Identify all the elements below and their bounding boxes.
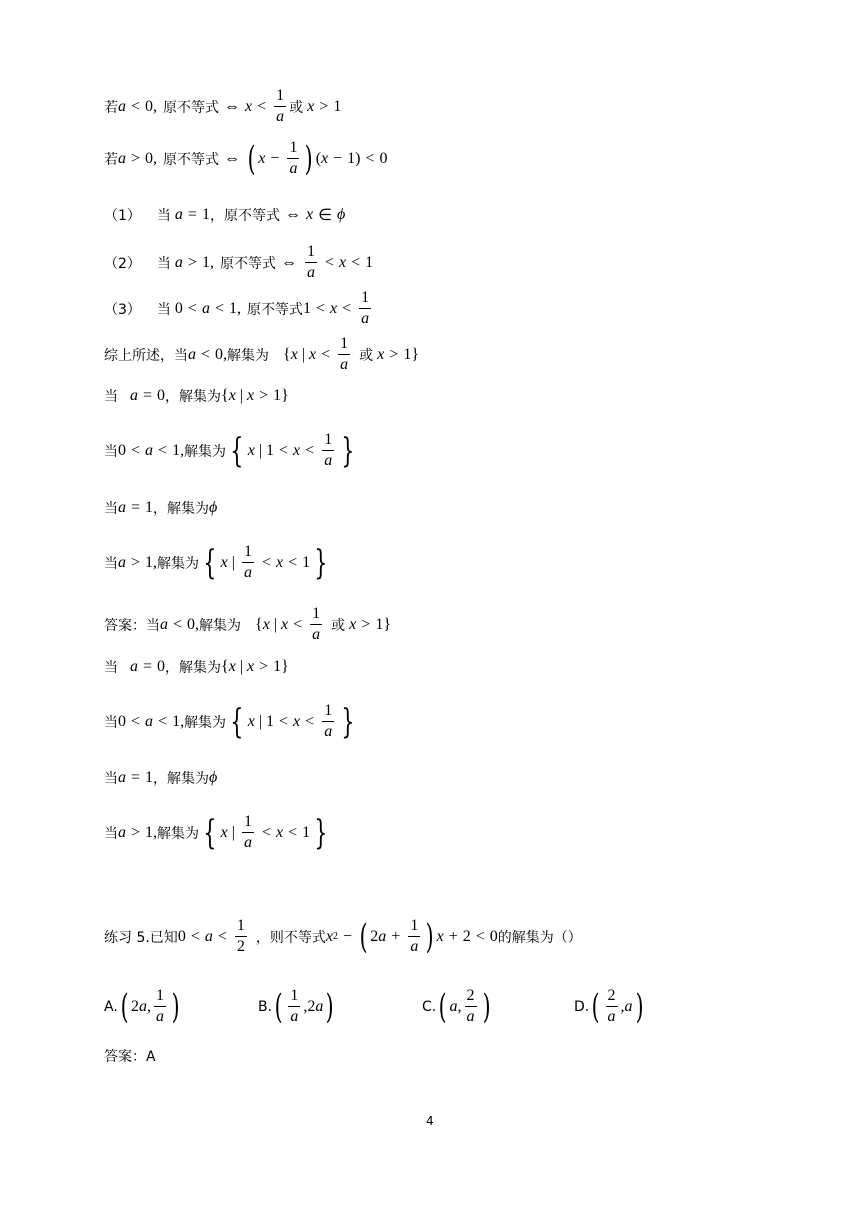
summary-a-negative: 综上所述，当 a < 0, 解集为 { x | x < $\frac{1}{a}$ 或 x > 1} <box>104 335 419 373</box>
text: 解集为 <box>227 347 270 364</box>
exercise-5: 练习 5.已知 0 < a < $\frac{1}{2}$ ，则不等式 x 2 − ( 2 a + $\frac{1}{a}$ ) x + 2 < 0 的解集为（） <box>104 916 582 957</box>
text: 原不等式 <box>163 151 220 168</box>
text: 当 <box>104 825 118 842</box>
answer-a-between: 当 0 < a < 1, 解集为 { x | 1 < x < $\frac{1}{a}$ } <box>104 701 355 742</box>
answer-a-zero: 当 a = 0 ，解集为 { x | x > 1} <box>104 658 289 676</box>
text: 原不等式 <box>246 301 303 318</box>
text: 原不等式 <box>163 99 220 116</box>
text: 当 <box>104 389 118 405</box>
answer-a-negative: 答案：当 a < 0, 解集为 { x | x < $\frac{1}{a}$ 或 x > 1} <box>104 605 391 643</box>
text: 当 <box>104 501 118 517</box>
option-c: C. ( a , $\frac{2}{a}$ ) <box>422 986 491 1027</box>
fraction: $\frac{2}{a}$ <box>607 987 616 1025</box>
fraction: $\frac{1}{2}$ <box>236 917 245 955</box>
fraction: $\frac{1}{a}$ <box>361 289 370 327</box>
text: 答案：当 <box>104 617 160 634</box>
option-b: B. ( $\frac{1}{a}$ , 2 a ) <box>258 986 334 1027</box>
answer-a-one: 当 a = 1 ，解集为 ϕ <box>104 769 218 787</box>
text: 当 <box>104 771 118 787</box>
text: 当 <box>156 255 171 272</box>
item-number: （1） <box>104 208 141 224</box>
fraction: $\frac{1}{a}$ <box>312 605 321 643</box>
text: 或 <box>359 347 374 364</box>
text: ，解集为 <box>165 660 222 676</box>
text: 解集为 <box>199 617 242 634</box>
text: 解集为 <box>157 825 200 842</box>
text: ，则不等式 <box>255 929 326 946</box>
fraction: $\frac{1}{a}$ <box>243 813 252 851</box>
summary-a-zero: 当 a = 0 ，解集为 { x | x > 1} <box>104 387 289 405</box>
text: 当 <box>104 555 118 572</box>
text: 若 <box>104 151 118 168</box>
text: 的解集为（） <box>497 929 582 946</box>
option-label: C. <box>422 998 437 1015</box>
text: 当 <box>104 443 118 460</box>
option-d: D. ( $\frac{2}{a}$ , a ) <box>574 986 644 1027</box>
text: 当 <box>156 208 171 224</box>
text: ，解集为 <box>153 501 210 517</box>
item-number: （3） <box>104 301 141 318</box>
fraction: $\frac{1}{a}$ <box>290 987 299 1025</box>
text: 解集为 <box>157 555 200 572</box>
text: ，解集为 <box>153 771 210 787</box>
option-label: B. <box>258 998 273 1015</box>
text: 当 <box>104 714 118 731</box>
text: 解集为 <box>184 714 227 731</box>
item-number: （2） <box>104 255 141 272</box>
subcase-1: （1） 当 a = 1 ，原不等式 ⇔ x ∈ ϕ <box>104 206 346 224</box>
text: ，原不等式 <box>209 208 280 224</box>
text: 解集为 <box>184 443 227 460</box>
text: ，解集为 <box>165 389 222 405</box>
option-label: D. <box>574 998 590 1015</box>
fraction: $\frac{1}{a}$ <box>324 431 333 469</box>
fraction: $\frac{1}{a}$ <box>289 139 298 177</box>
summary-a-greater: 当 a > 1, 解集为 { x | $\frac{1}{a}$ < x < 1 } <box>104 542 328 583</box>
summary-a-between: 当 0 < a < 1, 解集为 { x | 1 < x < $\frac{1}{a}$ } <box>104 430 355 471</box>
fraction: $\frac{2}{a}$ <box>466 987 475 1025</box>
fraction: $\frac{1}{a}$ <box>410 917 419 955</box>
option-label: A. <box>104 998 118 1015</box>
fraction: $\frac{1}{a}$ <box>340 335 349 373</box>
text: 原不等式 <box>219 255 276 272</box>
summary-a-one: 当 a = 1 ，解集为 ϕ <box>104 499 218 517</box>
answer-text: 答案：A <box>104 1049 156 1065</box>
page-number: 4 <box>426 1114 434 1128</box>
exercise-title: 练习 5.已知 <box>104 929 178 946</box>
subcase-2: （2） 当 a > 1, 原不等式 ⇔ $\frac{1}{a}$ < x < 1 <box>104 243 374 281</box>
text: 当 <box>104 660 118 676</box>
case-a-negative: 若 a < 0, 原不等式 ⇔ x < $\frac{1}{a}$ 或 x > 1 <box>104 87 342 125</box>
subcase-3: （3） 当 0 < a < 1, 原不等式 1 < x < $\frac{1}{a}$ <box>104 289 370 327</box>
text: 或 <box>289 99 304 116</box>
text: 或 <box>331 617 346 634</box>
fraction: $\frac{1}{a}$ <box>156 987 165 1025</box>
fraction: $\frac{1}{a}$ <box>276 87 285 125</box>
fraction: $\frac{1}{a}$ <box>324 702 333 740</box>
text: 当 <box>156 301 171 318</box>
option-a: A. ( 2 a , $\frac{1}{a}$ ) <box>104 986 180 1027</box>
text: 若 <box>104 99 118 116</box>
answer <box>104 1046 156 1066</box>
fraction: $\frac{1}{a}$ <box>306 243 315 281</box>
case-a-positive: 若 a > 0, 原不等式 ⇔ ( x − $\frac{1}{a}$ ) ( x − 1) < 0 <box>104 138 388 179</box>
fraction: $\frac{1}{a}$ <box>243 543 252 581</box>
answer-a-greater: 当 a > 1, 解集为 { x | $\frac{1}{a}$ < x < 1 } <box>104 812 328 853</box>
text: 综上所述，当 <box>104 347 188 364</box>
